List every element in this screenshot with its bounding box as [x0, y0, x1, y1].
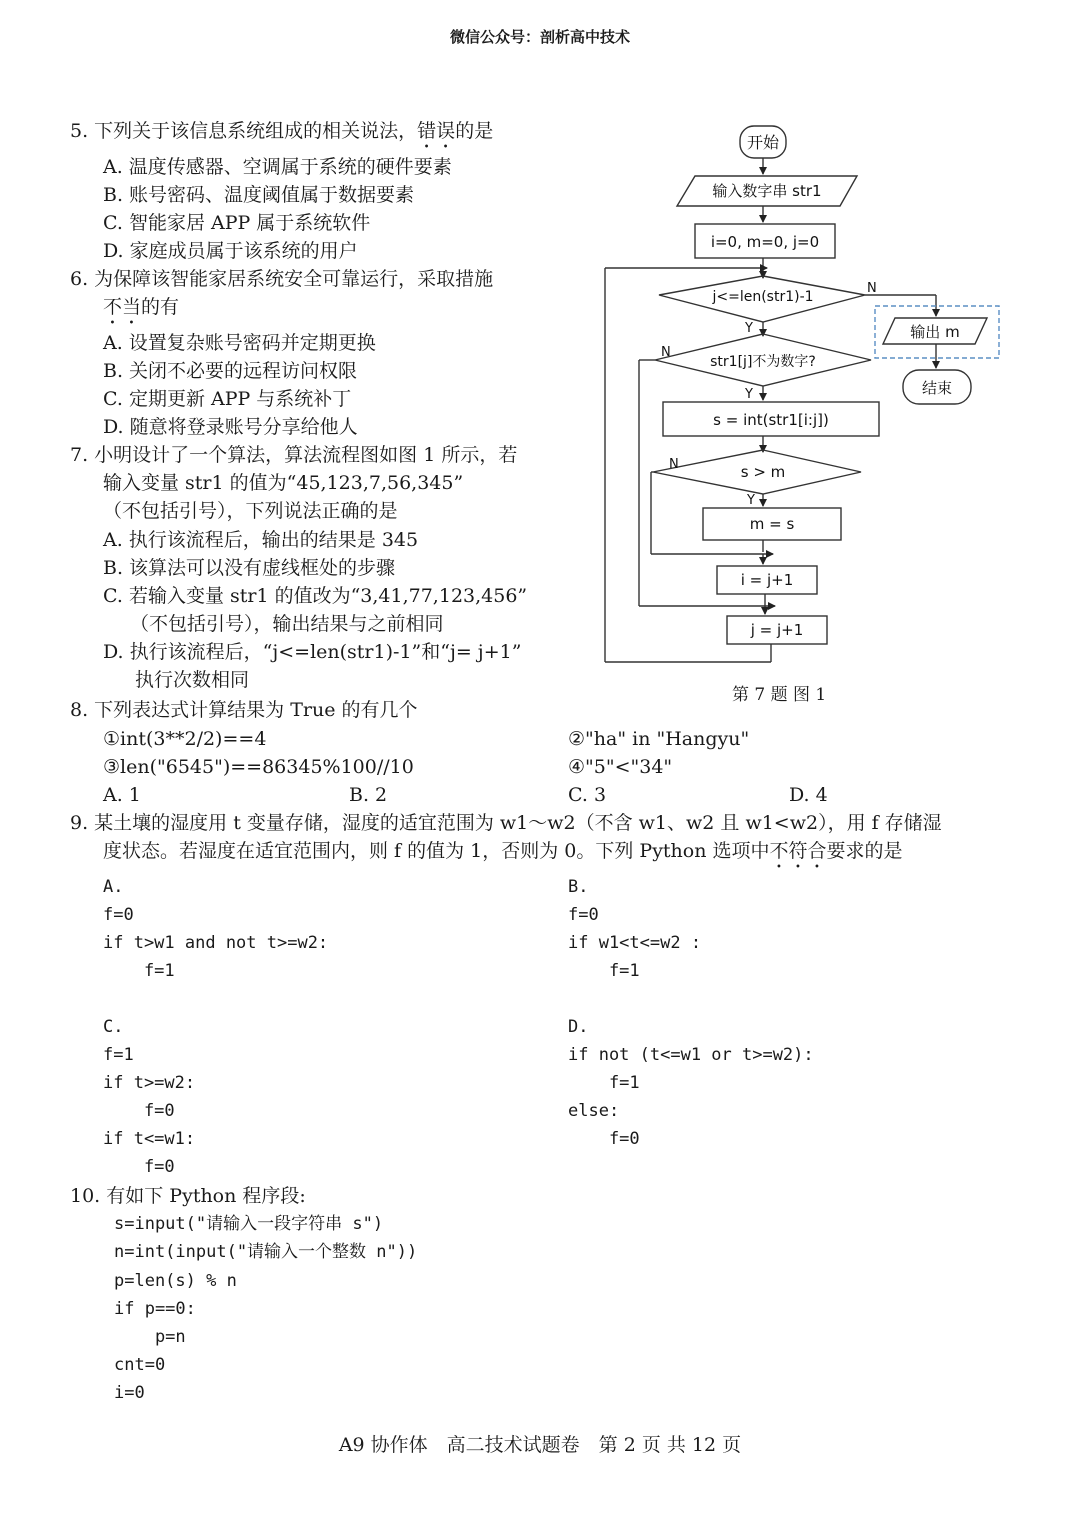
q6-emphasis: 不当	[103, 296, 142, 318]
q9-a-code-3: f=1	[103, 961, 175, 981]
q9-c-code-5: f=0	[103, 1157, 175, 1177]
q7-stem-line3: （不包括引号），下列说法正确的是	[103, 500, 398, 522]
q9-d-label: D.	[568, 1017, 589, 1037]
flow-cond1-yes: Y	[745, 321, 753, 336]
flow-assign-i-label: i = j+1	[740, 571, 794, 589]
q10-code-5: p=n	[114, 1327, 186, 1347]
q7-option-c-cont: （不包括引号），输出结果与之前相同	[130, 613, 444, 635]
q8-expr-4: ④"5"<"34"	[568, 756, 673, 778]
q8-option-a: A. 1	[103, 784, 141, 806]
flow-cond3-yes: Y	[747, 493, 755, 508]
q8-option-c: C. 3	[568, 784, 607, 806]
q7-option-c: C. 若输入变量 str1 的值改为“3,41,77,123,456”	[103, 585, 528, 607]
q8-option-d: D. 4	[789, 784, 828, 806]
q5-option-b: B. 账号密码、温度阈值属于数据要素	[103, 184, 415, 206]
q9-c-code-4: if t<=w1:	[103, 1129, 196, 1149]
flow-cond3-label: s > m	[740, 463, 786, 481]
flow-assign-j-label: j = j+1	[750, 621, 804, 639]
q6-option-d: D. 随意将登录账号分享给他人	[103, 416, 358, 438]
q6-option-c: C. 定期更新 APP 与系统补丁	[103, 388, 352, 410]
q9-a-code-2: if t>w1 and not t>=w2:	[103, 933, 329, 953]
flow-cond2-no: N	[661, 345, 671, 360]
flow-cond1-label: j<=len(str1)-1	[712, 289, 814, 305]
q5-option-a: A. 温度传感器、空调属于系统的硬件要素	[103, 156, 452, 178]
q9-c-code-3: f=0	[103, 1101, 175, 1121]
q10-stem: 10. 有如下 Python 程序段:	[70, 1185, 306, 1207]
q10-code-4: if p==0:	[114, 1299, 196, 1319]
q6-stem-line1: 6. 为保障该智能家居系统安全可靠运行，采取措施	[70, 268, 494, 290]
q9-c-code-1: f=1	[103, 1045, 134, 1065]
flow-assign-s-label: s = int(str1[i:j])	[713, 411, 829, 429]
q7-option-b: B. 该算法可以没有虚线框处的步骤	[103, 557, 396, 579]
q5-emphasis: 错误	[417, 120, 456, 142]
q7-flowchart	[595, 118, 1015, 678]
q10-code-7: i=0	[114, 1383, 145, 1403]
q9-b-code-1: f=0	[568, 905, 599, 925]
q7-option-d: D. 执行该流程后，“j<=len(str1)-1”和“j= j+1”	[103, 641, 522, 663]
q8-stem: 8. 下列表达式计算结果为 True 的有几个	[70, 699, 418, 721]
q9-d-code-3: else:	[568, 1101, 620, 1121]
q9-b-code-3: f=1	[568, 961, 640, 981]
flow-cond1-no: N	[867, 281, 877, 296]
flow-cond2-yes: Y	[745, 387, 753, 402]
flow-cond3-no: N	[669, 457, 679, 472]
flow-output-label: 输出 m	[910, 323, 960, 341]
q8-option-b: B. 2	[349, 784, 388, 806]
q9-stem-line1: 9. 某土壤的湿度用 t 变量存储，湿度的适宜范围为 w1～w2（不含 w1、w2 且 w1<w2），用 f 存储湿	[70, 812, 942, 834]
q9-b-code-2: if w1<t<=w2 :	[568, 933, 702, 953]
q5-option-d: D. 家庭成员属于该系统的用户	[103, 240, 358, 262]
q9-d-code-1: if not (t<=w1 or t>=w2):	[568, 1045, 814, 1065]
q8-expr-1: ①int(3**2/2)==4	[103, 728, 267, 750]
flow-init-label: i=0, m=0, j=0	[710, 233, 820, 251]
q9-stem-line2: 度状态。若湿度在适宜范围内，则 f 的值为 1，否则为 0。下列 Python 选项中不符合要求的是	[103, 840, 903, 862]
flow-start-label: 开始	[746, 133, 780, 152]
q8-expr-3: ③len("6545")==86345%100//10	[103, 756, 414, 778]
q9-d-code-2: f=1	[568, 1073, 640, 1093]
q9-b-label: B.	[568, 877, 589, 897]
q10-code-3: p=len(s) % n	[114, 1271, 237, 1291]
figure-caption: 第 7 题 图 1	[732, 685, 827, 705]
flow-end-label: 结束	[921, 379, 953, 397]
q7-option-d-cont: 执行次数相同	[135, 669, 250, 691]
q7-stem-line1: 7. 小明设计了一个算法，算法流程图如图 1 所示，若	[70, 444, 518, 466]
q10-code-2: n=int(input("请输入一个整数 n"))	[114, 1242, 418, 1262]
flow-input-label: 输入数字串 str1	[712, 182, 822, 200]
q9-c-label: C.	[103, 1017, 124, 1037]
flow-cond2-label: str1[j]不为数字?	[710, 354, 816, 370]
q6-option-a: A. 设置复杂账号密码并定期更换	[103, 332, 376, 354]
page-footer: A9 协作体 高二技术试题卷 第 2 页 共 12 页	[338, 1434, 742, 1456]
q9-d-code-4: f=0	[568, 1129, 640, 1149]
q7-stem-line2: 输入变量 str1 的值为“45,123,7,56,345”	[103, 472, 464, 494]
flow-assign-m-label: m = s	[749, 515, 795, 533]
q10-code-1: s=input("请输入一段字符串 s")	[114, 1214, 384, 1234]
q7-option-a: A. 执行该流程后，输出的结果是 345	[103, 529, 419, 551]
q9-c-code-2: if t>=w2:	[103, 1073, 196, 1093]
q6-stem-line2: 不当的有	[103, 296, 180, 318]
q8-expr-2: ②"ha" in "Hangyu"	[568, 728, 750, 750]
page-header: 微信公众号：剖析高中技术	[449, 28, 630, 46]
q5-stem: 5. 下列关于该信息系统组成的相关说法，错误的是	[70, 120, 494, 142]
q10-code-6: cnt=0	[114, 1355, 166, 1375]
q5-option-c: C. 智能家居 APP 属于系统软件	[103, 212, 371, 234]
q6-option-b: B. 关闭不必要的远程访问权限	[103, 360, 358, 382]
q9-a-label: A.	[103, 877, 124, 897]
q9-emphasis: 不符合	[769, 840, 827, 862]
q9-a-code-1: f=0	[103, 905, 134, 925]
